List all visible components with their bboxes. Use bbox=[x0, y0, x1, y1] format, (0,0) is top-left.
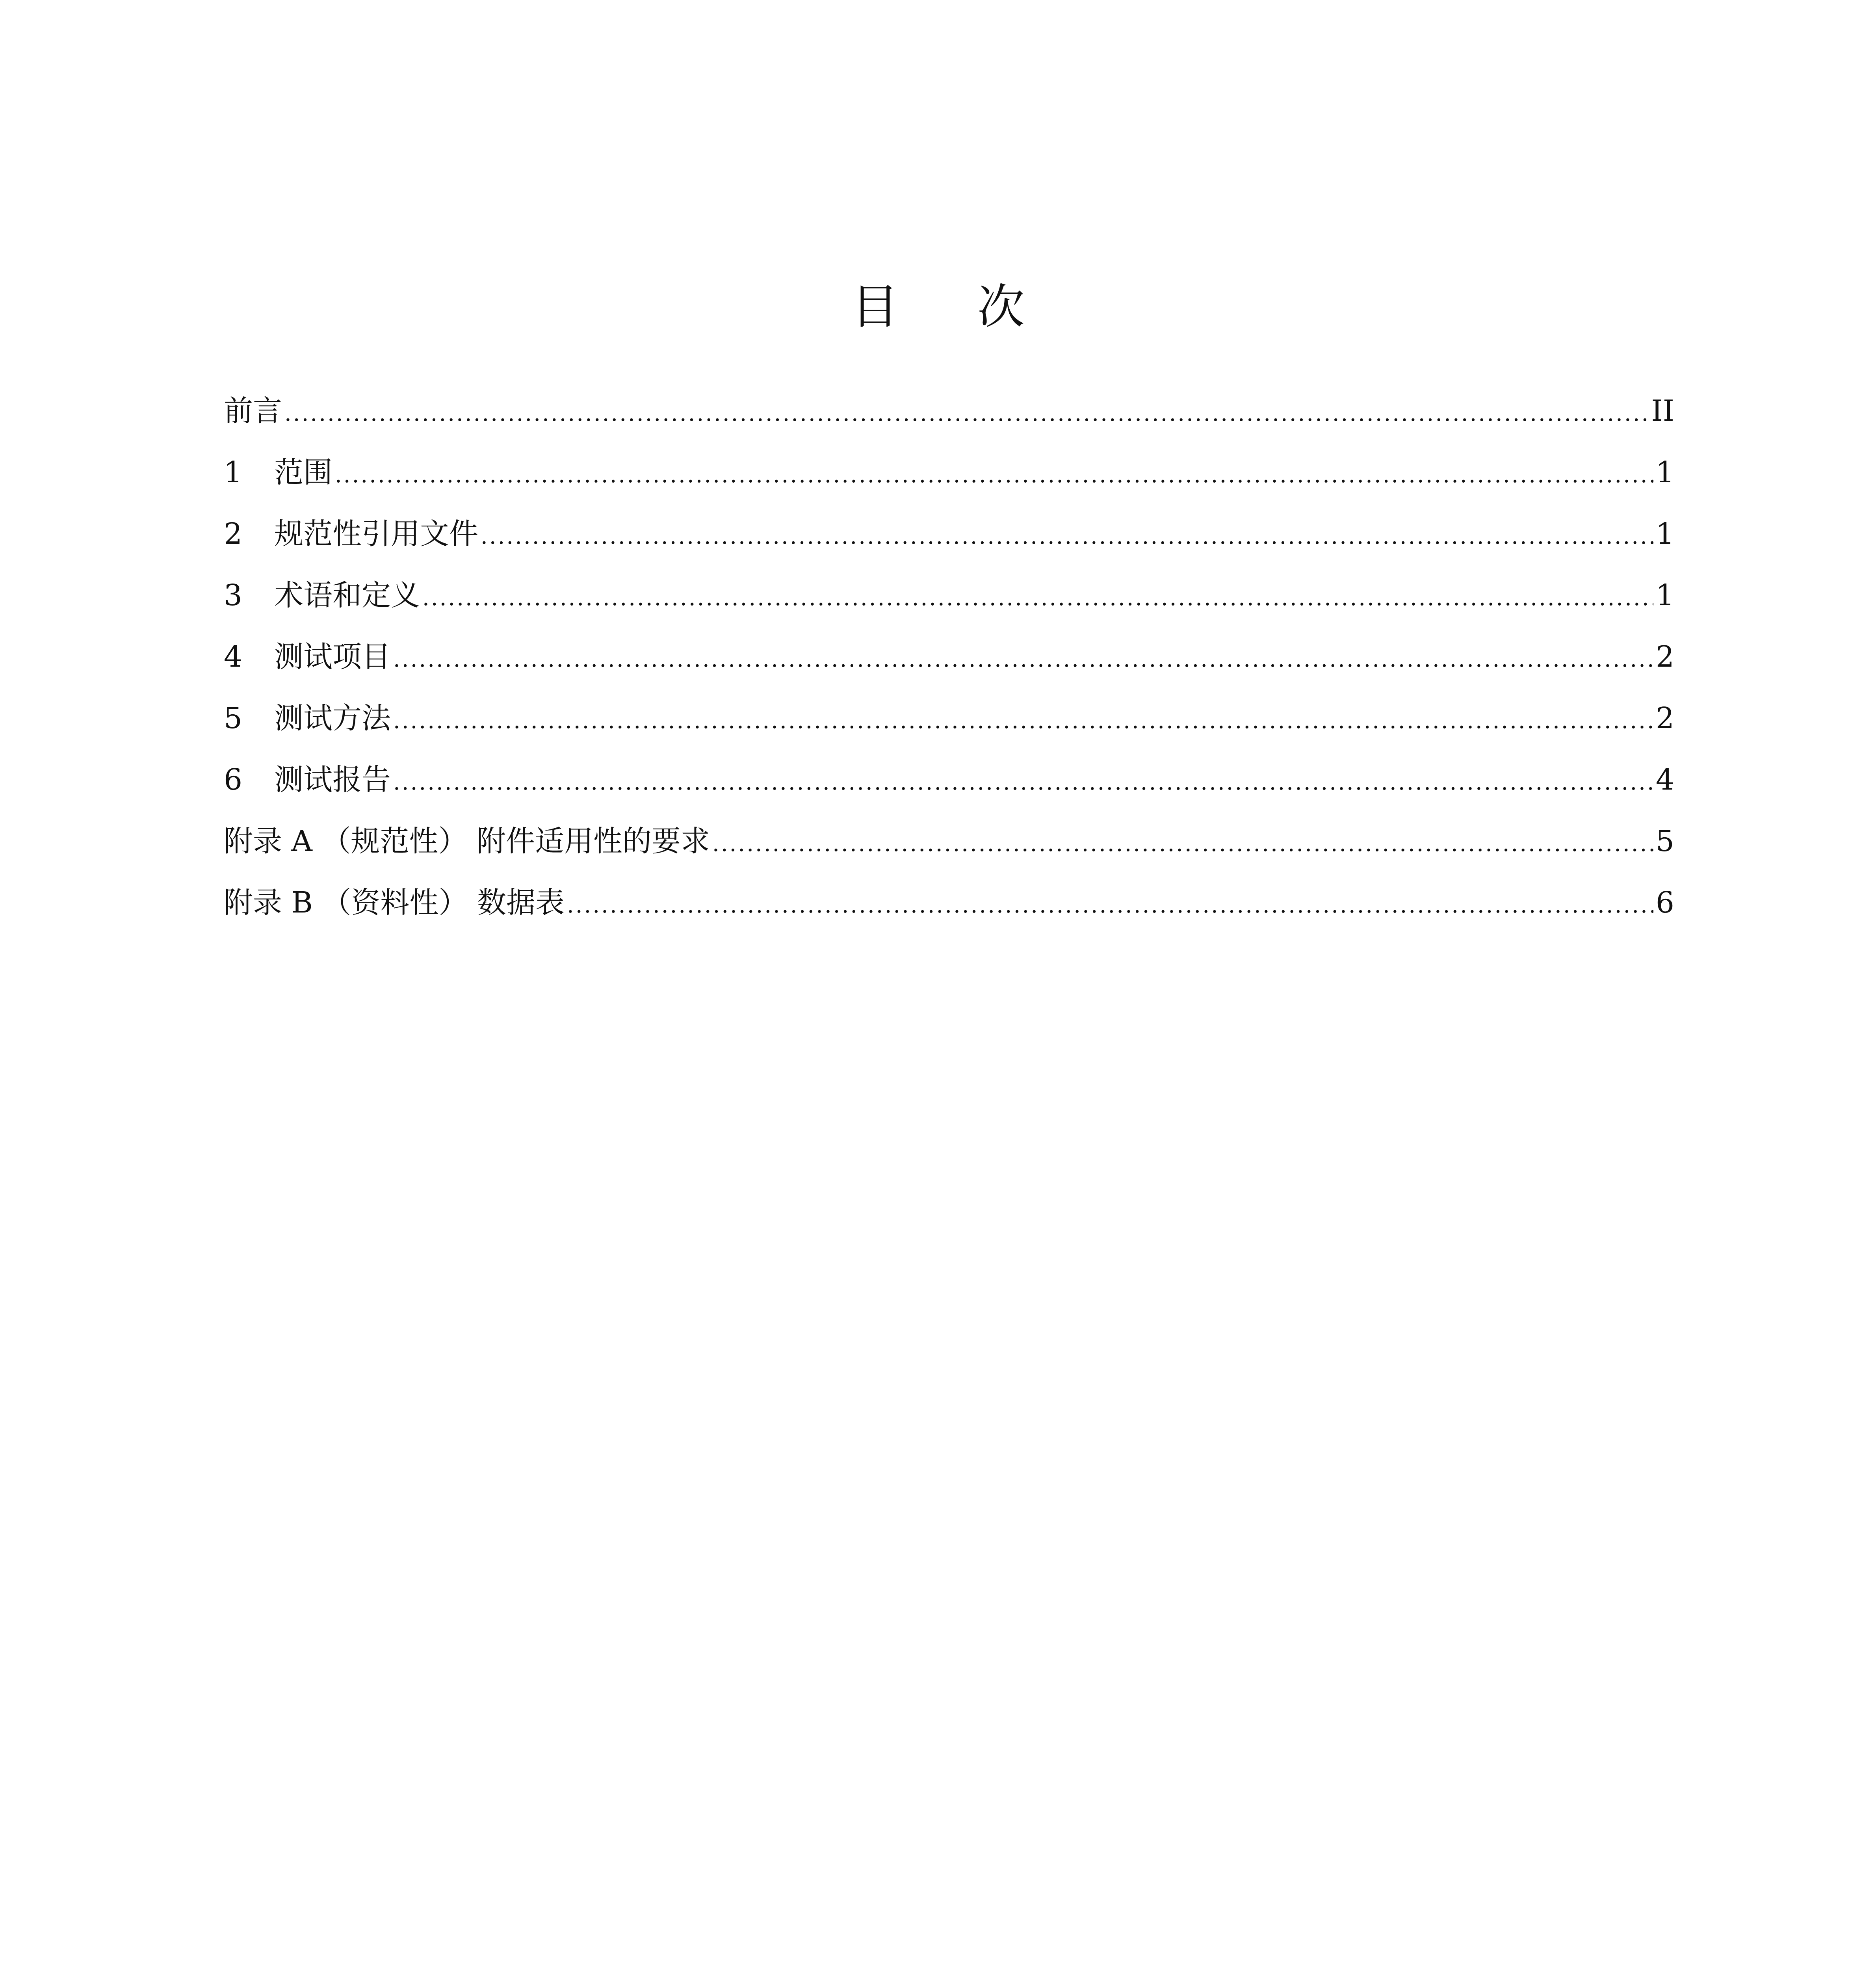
toc-entry-scope[interactable] bbox=[224, 442, 1674, 503]
toc-entry-number: 1 bbox=[224, 455, 243, 489]
toc-entry-appendix-b[interactable] bbox=[224, 872, 1674, 933]
toc-entry-number: 3 bbox=[224, 578, 243, 612]
toc-entry-page: 2 bbox=[1655, 701, 1674, 735]
toc-entry-page: 6 bbox=[1655, 886, 1674, 920]
toc-dot-leader bbox=[335, 444, 1653, 506]
toc-entry-number: 6 bbox=[224, 763, 243, 797]
toc-entry-appendix-a[interactable] bbox=[224, 810, 1674, 872]
toc-entry-number: 5 bbox=[224, 701, 243, 735]
table-of-contents bbox=[224, 380, 1674, 933]
toc-entry-label: 附录 B （资料性） 数据表 bbox=[224, 886, 565, 920]
toc-dot-leader bbox=[393, 752, 1653, 813]
toc-dot-leader bbox=[393, 690, 1653, 752]
toc-entry-normative-references[interactable] bbox=[224, 503, 1674, 565]
toc-entry-page: 5 bbox=[1655, 824, 1674, 858]
toc-entry-test-methods[interactable] bbox=[224, 688, 1674, 749]
toc-entry-number: 4 bbox=[224, 640, 243, 674]
toc-entry-label: 附录 A （规范性） 附件适用性的要求 bbox=[224, 824, 710, 858]
toc-dot-leader bbox=[284, 383, 1649, 444]
toc-entry-test-report[interactable] bbox=[224, 749, 1674, 810]
toc-dot-leader bbox=[712, 813, 1653, 875]
toc-entry-label: 测试方法 bbox=[274, 701, 391, 735]
toc-entry-label: 规范性引用文件 bbox=[274, 517, 478, 551]
toc-entry-foreword[interactable] bbox=[224, 380, 1674, 442]
toc-dot-leader bbox=[567, 875, 1653, 936]
toc-entry-label: 范围 bbox=[274, 455, 332, 489]
toc-entry-label: 测试项目 bbox=[274, 640, 391, 674]
toc-entry-page: 2 bbox=[1655, 640, 1674, 674]
toc-dot-leader bbox=[422, 567, 1653, 629]
toc-entry-page: 1 bbox=[1655, 578, 1674, 612]
toc-entry-page: II bbox=[1651, 394, 1674, 428]
toc-entry-label: 前言 bbox=[224, 394, 282, 428]
page-title: 目次 bbox=[851, 280, 1103, 335]
toc-entry-number: 2 bbox=[224, 517, 243, 551]
toc-entry-label: 术语和定义 bbox=[274, 578, 420, 612]
toc-entry-page: 1 bbox=[1655, 455, 1674, 489]
toc-entry-page: 1 bbox=[1655, 517, 1674, 551]
toc-dot-leader bbox=[393, 629, 1653, 690]
toc-entry-label: 测试报告 bbox=[274, 763, 391, 797]
toc-dot-leader bbox=[481, 506, 1653, 567]
toc-entry-page: 4 bbox=[1655, 763, 1674, 797]
toc-entry-test-items[interactable] bbox=[224, 626, 1674, 688]
toc-entry-terms-definitions[interactable] bbox=[224, 565, 1674, 626]
